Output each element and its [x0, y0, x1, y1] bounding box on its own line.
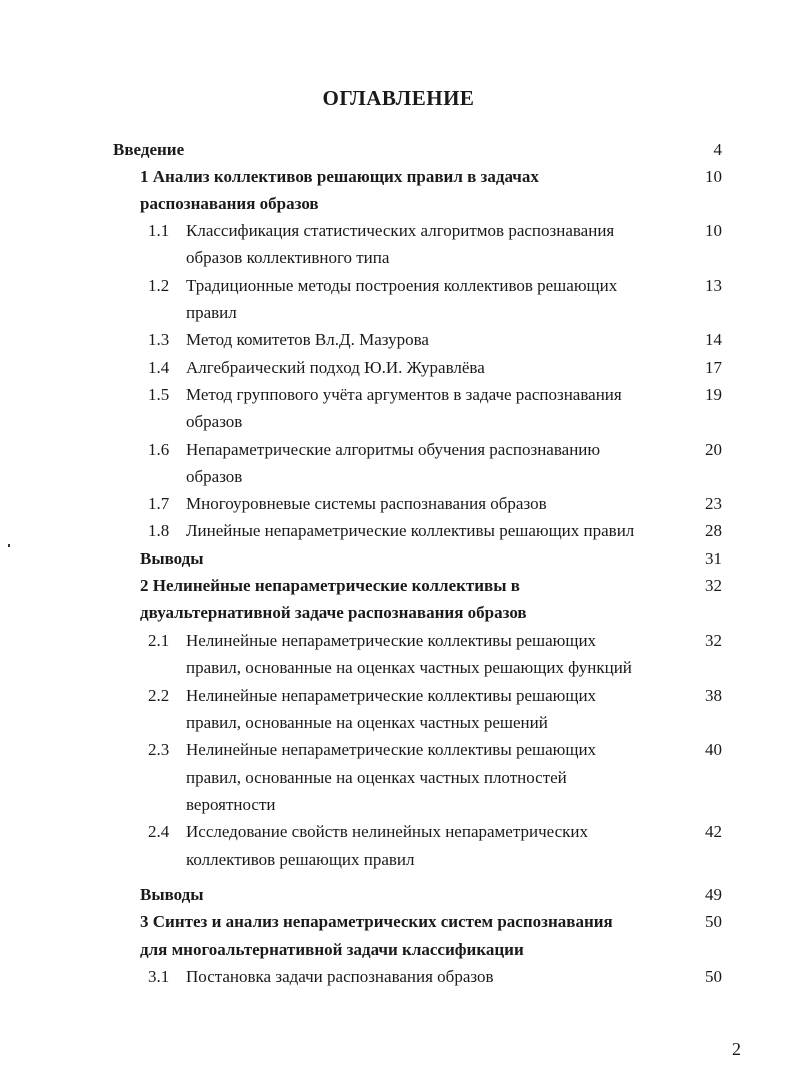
toc-section-1-2-line1: Традиционные методы построения коллективов решающих	[186, 276, 618, 295]
toc-section-number: 1.1	[148, 221, 170, 240]
toc-section-2-1-line2: правил, основанные на оценках частных решающих функций	[186, 658, 632, 677]
toc-section-number: 2.3	[148, 740, 170, 759]
toc-chapter-2-title-line1: 2 Нелинейные непараметрические коллективы в	[140, 576, 520, 595]
toc-section-number: 1.4	[148, 358, 170, 377]
toc-section-2-2-line1: Нелинейные непараметрические коллективы решающих	[186, 686, 597, 705]
toc-page-section-1-1: 10	[705, 221, 722, 240]
toc-chapter-1-title-line1: 1 Анализ коллективов решающих правил в задачах	[140, 167, 539, 186]
toc-section-1-2-line2: правил	[186, 303, 237, 322]
toc-section-number: 1.2	[148, 276, 170, 295]
toc-section-1-6-line2: образов	[186, 467, 243, 486]
toc-section-number: 2.1	[148, 631, 170, 650]
toc-page-section-3-1: 50	[705, 967, 722, 986]
toc-section-1-1-line2: образов коллективного типа	[186, 248, 390, 267]
toc-conclusions-2: Выводы	[140, 885, 204, 904]
toc-section-1-8-line1: Линейные непараметрические коллективы решающих правил	[186, 521, 635, 540]
toc-section-2-4-line1: Исследование свойств нелинейных непараметрических	[186, 822, 588, 841]
toc-section-number: 1.8	[148, 521, 170, 540]
toc-section-2-1-line1: Нелинейные непараметрические коллективы решающих	[186, 631, 597, 650]
toc-page-section-1-2: 13	[705, 276, 722, 295]
toc-chapter-3-title-line2: для многоальтернативной задачи классификации	[140, 940, 524, 959]
toc-page-chapter-3: 50	[705, 912, 722, 931]
toc-chapter-3-title-line1: 3 Синтез и анализ непараметрических систем распознавания	[140, 912, 613, 931]
toc-section-1-1-line1: Классификация статистических алгоритмов распознавания	[186, 221, 615, 240]
toc-section-1-6-line1: Непараметрические алгоритмы обучения распознаванию	[186, 440, 601, 459]
toc-section-2-4-line2: коллективов решающих правил	[186, 850, 415, 869]
toc-section-2-3-line2: правил, основанные на оценках частных плотностей	[186, 768, 567, 787]
toc-section-3-1-line1: Постановка задачи распознавания образов	[186, 967, 494, 986]
toc-section-number: 1.6	[148, 440, 170, 459]
toc-conclusions-1: Выводы	[140, 549, 204, 568]
toc-page-section-1-5: 19	[705, 385, 722, 404]
toc-page-section-1-4: 17	[705, 358, 722, 377]
toc-page-section-2-3: 40	[705, 740, 722, 759]
toc-page-section-1-3: 14	[705, 330, 722, 349]
toc-chapter-2-title-line2: двуальтернативной задаче распознавания образов	[140, 603, 527, 622]
toc-page-section-2-2: 38	[705, 686, 722, 705]
toc-section-1-5-line2: образов	[186, 412, 243, 431]
toc-section-1-7-line1: Многоуровневые системы распознавания образов	[186, 494, 547, 513]
toc-section-number: 2.2	[148, 686, 170, 705]
toc-page-introduction: 4	[713, 140, 722, 159]
page-title: ОГЛАВЛЕНИЕ	[322, 86, 475, 110]
toc-page-chapter-1: 10	[705, 167, 722, 186]
toc-section-number: 3.1	[148, 967, 170, 986]
toc-section-2-3-line3: вероятности	[186, 795, 276, 814]
toc-page-section-2-4: 42	[705, 822, 722, 841]
toc-section-number: 2.4	[148, 822, 170, 841]
toc-section-number: 1.3	[148, 330, 170, 349]
toc-page-conclusions-1: 31	[705, 549, 722, 568]
toc-section-1-5-line1: Метод группового учёта аргументов в задаче распознавания	[186, 385, 622, 404]
toc-chapter-1-title-line2: распознавания образов	[140, 194, 319, 213]
toc-page-section-2-1: 32	[705, 631, 722, 650]
toc-entry-introduction: Введение	[113, 140, 185, 159]
toc-section-number: 1.5	[148, 385, 170, 404]
toc-page-conclusions-2: 49	[705, 885, 722, 904]
toc-section-2-2-line2: правил, основанные на оценках частных решений	[186, 713, 548, 732]
scan-speck	[8, 544, 10, 547]
toc-section-number: 1.7	[148, 494, 170, 513]
toc-page-section-1-8: 28	[705, 521, 722, 540]
toc-page-chapter-2: 32	[705, 576, 722, 595]
toc-page-section-1-6: 20	[705, 440, 722, 459]
page-number: 2	[732, 1039, 741, 1059]
toc-section-1-4-line1: Алгебраический подход Ю.И. Журавлёва	[186, 358, 485, 377]
toc-page-section-1-7: 23	[705, 494, 722, 513]
toc-section-2-3-line1: Нелинейные непараметрические коллективы решающих	[186, 740, 597, 759]
toc-section-1-3-line1: Метод комитетов Вл.Д. Мазурова	[186, 330, 429, 349]
